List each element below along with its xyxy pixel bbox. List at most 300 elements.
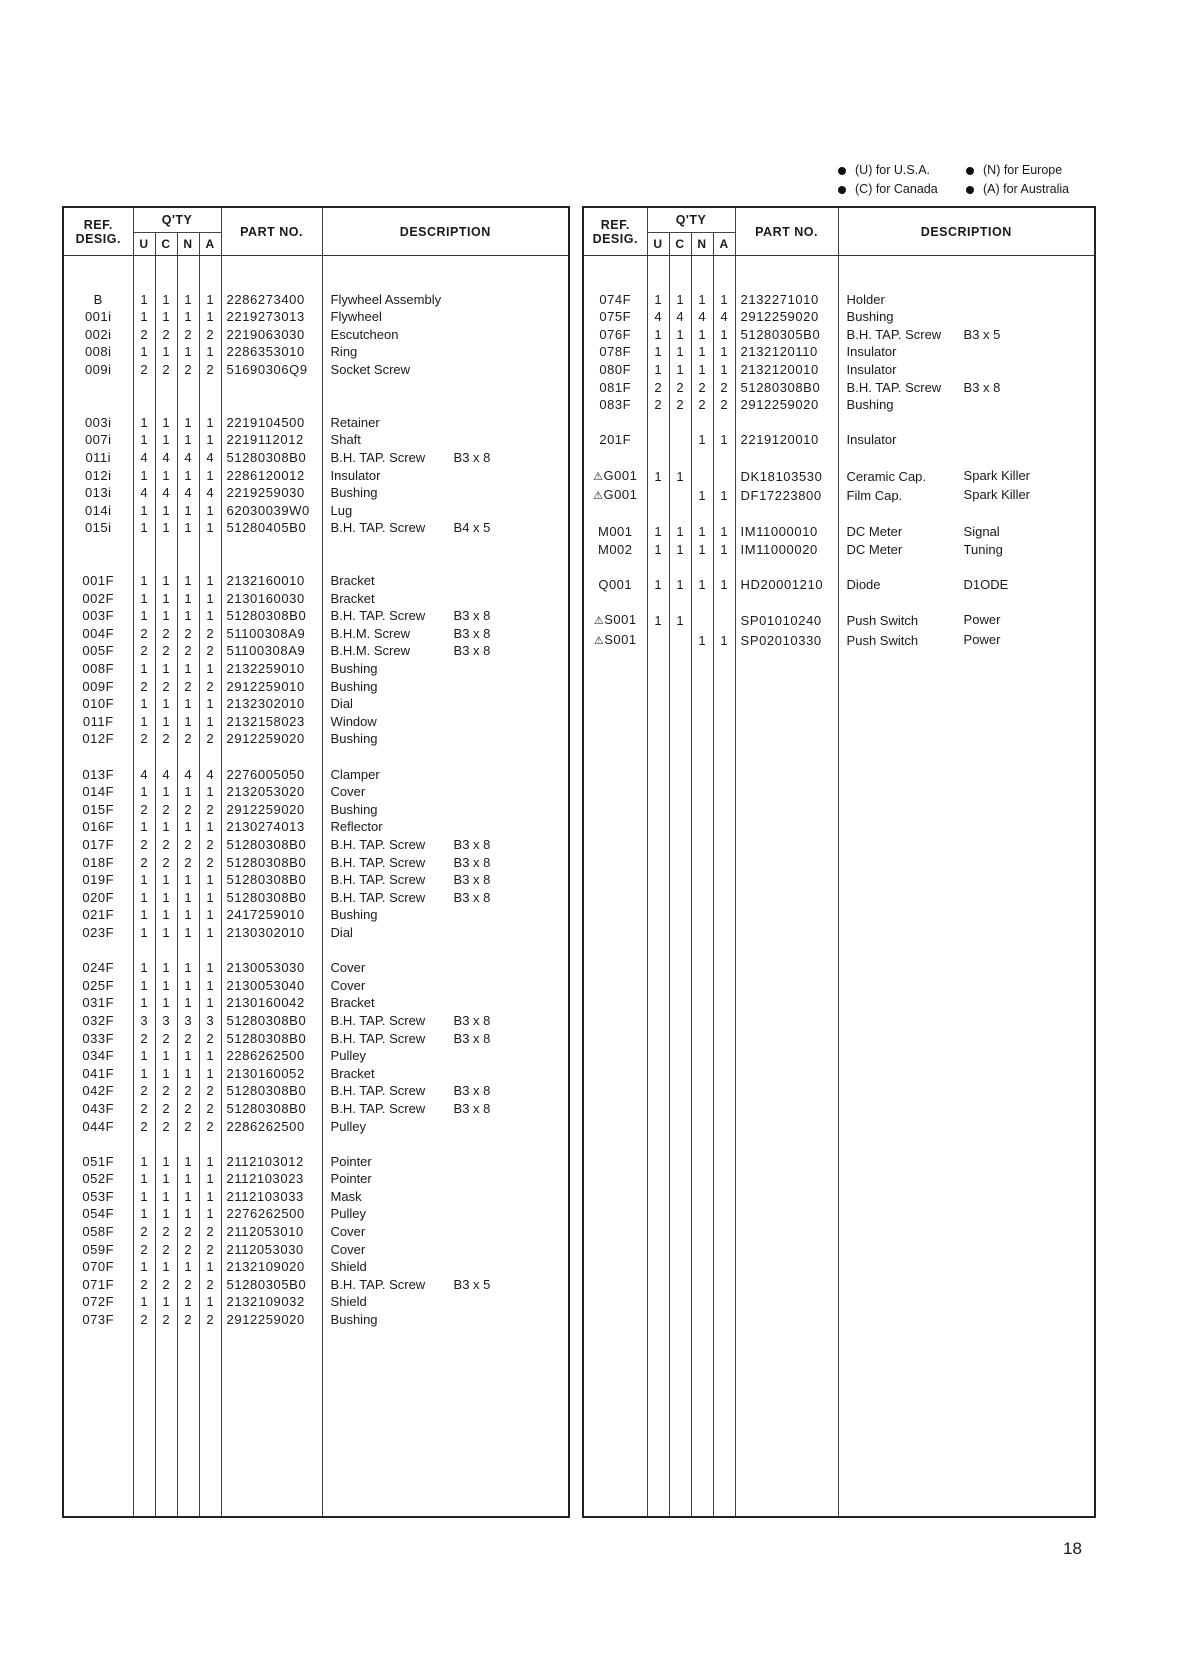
description: Clamper [330,766,380,782]
qty-c: 1 [155,1205,177,1223]
part-no-header: PART NO. [221,207,322,256]
ref-desig: 073F [82,1312,115,1328]
description-cell [838,343,1095,361]
ref-desig: 025F [82,977,115,993]
description-cell [838,523,1095,541]
table-row [63,959,569,977]
description-cell [322,343,569,361]
spacer-row [63,256,569,274]
qty-c: 2 [155,801,177,819]
description: B.H. TAP. Screw [330,1012,426,1028]
table-row [63,572,569,590]
qty-u: 1 [133,1293,155,1311]
table-row [583,523,1095,541]
ref-desig: 002i [84,326,112,342]
spacer-row [583,559,1095,577]
description-cell [322,326,569,344]
description: Bushing [330,661,378,677]
legend-usa-text: (U) for U.S.A. [855,163,931,177]
qty-c: 1 [155,994,177,1012]
empty-cell [583,594,647,612]
part-number: 51100308A9 [221,642,322,660]
empty-cell [322,537,569,555]
description: B.H. TAP. Screw [330,1276,426,1292]
spec-note: B3 x 8 [453,854,491,870]
qty-c: 3 [155,1012,177,1030]
empty-cell [177,396,199,414]
description-cell [322,361,569,379]
description-cell [322,1205,569,1223]
ref-desig-cell [63,642,133,660]
qty-n: 2 [177,730,199,748]
description: Push Switch [846,613,919,629]
part-number: IM11000010 [735,523,838,541]
qty-c: 2 [155,1118,177,1136]
ref-desig-cell [63,730,133,748]
empty-cell [713,506,735,524]
description-cell [322,924,569,942]
part-number: 51280405B0 [221,519,322,537]
ref-desig: 081F [599,379,632,395]
qty-n: 2 [177,1030,199,1048]
description: Bushing [330,485,378,501]
qty-n: 1 [177,291,199,309]
qty-c: 2 [155,1223,177,1241]
description-cell [838,291,1095,309]
description: Pointer [330,1153,372,1169]
qty-a: 2 [199,1276,221,1294]
empty-cell [155,273,177,291]
qty-n: 1 [177,343,199,361]
empty-cell [647,506,669,524]
qty-n: 2 [177,642,199,660]
description: Cover [330,960,366,976]
description-cell [322,291,569,309]
qty-n: 2 [177,361,199,379]
qty-u: 1 [133,1065,155,1083]
part-number: 51280305B0 [221,1276,322,1294]
description-cell [322,959,569,977]
spec-note: B3 x 8 [453,1083,491,1099]
description: Insulator [330,467,381,483]
qty-n: 1 [177,871,199,889]
qty-n: 1 [177,1153,199,1171]
part-number: 51280308B0 [221,1100,322,1118]
table-row [63,1241,569,1259]
table-row [583,326,1095,344]
empty-cell [838,273,1095,291]
ref-desig-cell [63,572,133,590]
part-number: 2912259020 [735,396,838,414]
qty-u: 1 [133,871,155,889]
part-number: 2276262500 [221,1205,322,1223]
ref-desig-cell [63,660,133,678]
ref-desig-cell [63,1012,133,1030]
qty-c: 1 [669,523,691,541]
description: B.H. TAP. Screw [330,872,426,888]
description: B.H. TAP. Screw [330,608,426,624]
ref-desig: 083F [599,397,632,413]
ref-desig-cell [63,1100,133,1118]
part-number: 2912259010 [221,678,322,696]
empty-cell [647,414,669,432]
qty-n: 1 [177,590,199,608]
description-cell [322,467,569,485]
qty-a: 4 [713,308,735,326]
part-number: 2132120110 [735,343,838,361]
parts-table-left-body [63,256,569,1518]
qty-u: 4 [133,766,155,784]
qty-u: 2 [133,642,155,660]
ref-desig-cell [63,1065,133,1083]
description-cell [322,1153,569,1171]
qty-a: 2 [199,1311,221,1329]
empty-cell [133,256,155,274]
empty-cell [133,1329,155,1517]
qty-c: 1 [155,343,177,361]
empty-cell [713,449,735,467]
ref-desig: 054F [82,1206,115,1222]
empty-cell [647,594,669,612]
table-row [63,801,569,819]
description: Cover [330,977,366,993]
qty-n: 2 [177,801,199,819]
qty-n: 2 [177,1311,199,1329]
qty-c: 1 [669,541,691,559]
qty-n: 1 [691,576,713,594]
ref-desig-cell [583,631,647,651]
ref-desig-cell [63,1311,133,1329]
qty-a: 1 [199,607,221,625]
qty-c: 1 [155,308,177,326]
description-cell [838,326,1095,344]
empty-cell [322,273,569,291]
description-cell [322,783,569,801]
part-number: 2219112012 [221,431,322,449]
qty-n: 2 [177,854,199,872]
qty-u: 2 [133,1276,155,1294]
description-cell [322,889,569,907]
qty-a: 1 [199,924,221,942]
description: Shield [330,1259,367,1275]
qty-c: 1 [155,1153,177,1171]
ref-desig: 012F [82,731,115,747]
qty-u: 1 [133,959,155,977]
part-no-header: PART NO. [735,207,838,256]
part-number: 2286262500 [221,1047,322,1065]
qty-u: 1 [133,783,155,801]
ref-desig: 023F [82,924,115,940]
qty-c-header: C [155,233,177,256]
description-cell [322,502,569,520]
empty-cell [735,256,838,274]
part-number: 2219120010 [735,431,838,449]
part-number: 51280308B0 [221,1012,322,1030]
description: Bracket [330,590,375,606]
legend-canada-text: (C) for Canada [855,182,938,196]
qty-u: 1 [133,818,155,836]
ref-desig: 011i [85,449,112,465]
description-cell [322,431,569,449]
ref-desig-cell [583,343,647,361]
empty-cell [199,256,221,274]
ref-desig: 080F [599,361,632,377]
ref-desig-cell [583,431,647,449]
description-cell [322,660,569,678]
empty-cell [133,1135,155,1153]
qty-a: 3 [199,1012,221,1030]
qty-a: 2 [199,625,221,643]
qty-c: 1 [155,414,177,432]
qty-a: 1 [199,1188,221,1206]
qty-n: 1 [691,523,713,541]
ref-desig: 004F [82,625,115,641]
ref-desig-cell [63,1276,133,1294]
empty-cell [322,1329,569,1517]
spec-note: B3 x 8 [453,625,491,641]
description: DC Meter [846,541,903,557]
part-number: 51280308B0 [221,1030,322,1048]
qty-a: 2 [199,678,221,696]
qty-c: 1 [155,959,177,977]
empty-cell [735,506,838,524]
qty-a: 2 [199,1082,221,1100]
empty-cell [199,1329,221,1517]
qty-u: 3 [133,1012,155,1030]
spec-note: B3 x 8 [453,1030,491,1046]
empty-cell [155,396,177,414]
part-number: 2912259020 [735,308,838,326]
parts-table-right-body [583,256,1095,1518]
ref-desig-cell [63,1205,133,1223]
empty-cell [155,1135,177,1153]
description: Shield [330,1294,367,1310]
description: B.H. TAP. Screw [846,379,942,395]
empty-cell [63,748,133,766]
part-number: 2112053030 [221,1241,322,1259]
qty-u [647,631,669,651]
ref-desig-cell [63,854,133,872]
spacer-row [63,379,569,397]
description: Ceramic Cap. [846,468,927,484]
ref-desig-cell [63,1293,133,1311]
description: B.H. TAP. Screw [330,449,426,465]
part-number: 2130053040 [221,977,322,995]
qty-u: 1 [133,431,155,449]
table-row [63,291,569,309]
part-number: SP01010240 [735,611,838,631]
description-cell [838,611,1095,631]
qty-n: 1 [177,959,199,977]
ref-desig: 015i [84,520,112,536]
empty-cell [838,256,1095,274]
description: Cover [330,1241,366,1257]
empty-cell [713,273,735,291]
table-row [63,1012,569,1030]
spec-note: B3 x 8 [453,608,491,624]
part-number: 2130160030 [221,590,322,608]
qty-n: 1 [177,906,199,924]
ref-desig-cell [63,678,133,696]
qty-n [691,467,713,487]
description: B.H. TAP. Screw [330,854,426,870]
empty-cell [838,559,1095,577]
ref-desig: 043F [82,1100,115,1116]
qty-n: 1 [177,502,199,520]
description: Push Switch [846,632,919,648]
table-row [63,1276,569,1294]
qty-u: 1 [647,523,669,541]
qty-a: 1 [199,889,221,907]
qty-n: 2 [177,625,199,643]
qty-a: 4 [199,484,221,502]
qty-c: 2 [155,1311,177,1329]
qty-c: 1 [155,590,177,608]
empty-cell [669,594,691,612]
qty-a: 2 [199,1030,221,1048]
qty-u: 1 [133,414,155,432]
description: B.H. TAP. Screw [330,837,426,852]
qty-u: 1 [647,541,669,559]
qty-n: 1 [177,414,199,432]
description: Socket Screw [330,361,411,377]
qty-a: 1 [713,361,735,379]
part-number: 2112103033 [221,1188,322,1206]
ref-desig-cell [63,836,133,854]
empty-cell [713,559,735,577]
ref-desig-cell [583,576,647,594]
qty-header: Q'TY [133,207,221,233]
description: Pulley [330,1118,366,1134]
empty-cell [647,273,669,291]
qty-c: 2 [155,642,177,660]
empty-cell [133,555,155,573]
ref-desig-cell [583,308,647,326]
ref-desig: 017F [82,837,115,852]
empty-cell [691,650,713,1517]
description: Window [330,713,377,729]
qty-n: 4 [177,449,199,467]
ref-desig-cell [63,1047,133,1065]
qty-header: Q'TY [647,207,735,233]
spec-note: B4 x 5 [453,520,491,536]
empty-cell [669,256,691,274]
description-cell [322,607,569,625]
spec-note: Spark Killer [963,467,1031,483]
empty-cell [199,1135,221,1153]
table-row [63,1170,569,1188]
qty-u: 1 [133,1153,155,1171]
empty-cell [735,449,838,467]
qty-a: 2 [199,1223,221,1241]
description-cell [322,1311,569,1329]
ref-desig-cell [63,924,133,942]
empty-cell [735,559,838,577]
empty-cell [155,748,177,766]
qty-u: 1 [133,695,155,713]
qty-u: 2 [133,1223,155,1241]
part-number: 2132053020 [221,783,322,801]
empty-cell [221,555,322,573]
empty-cell [691,414,713,432]
table-row [63,1258,569,1276]
qty-u: 2 [133,1118,155,1136]
table-row [63,678,569,696]
ref-desig-cell [63,977,133,995]
qty-a: 1 [199,713,221,731]
qty-u: 1 [647,611,669,631]
qty-n: 1 [177,1188,199,1206]
qty-a: 2 [199,361,221,379]
empty-cell [177,379,199,397]
part-number: 2132120010 [735,361,838,379]
part-number: 51280308B0 [221,607,322,625]
qty-u: 1 [133,308,155,326]
part-number: 2219259030 [221,484,322,502]
qty-u [647,486,669,506]
ref-desig: 018F [82,854,115,870]
description: Mask [330,1188,362,1204]
table-row [583,343,1095,361]
empty-cell [133,379,155,397]
qty-n: 2 [177,1082,199,1100]
qty-u: 2 [647,396,669,414]
qty-n: 1 [177,713,199,731]
table-row [63,1205,569,1223]
description-cell [322,994,569,1012]
spacer-row [63,396,569,414]
part-number: 2132259010 [221,660,322,678]
empty-cell [322,1135,569,1153]
description-cell [322,1118,569,1136]
table-row [63,713,569,731]
spacer-row [583,273,1095,291]
empty-cell [583,256,647,274]
qty-a: 2 [199,854,221,872]
qty-a: 2 [199,326,221,344]
qty-u [647,431,669,449]
qty-u: 1 [647,467,669,487]
table-row [63,1223,569,1241]
qty-n: 1 [177,519,199,537]
qty-a: 2 [199,801,221,819]
description-cell [322,590,569,608]
qty-a: 1 [199,1293,221,1311]
qty-a: 1 [199,977,221,995]
spec-note: B3 x 5 [963,326,1001,342]
qty-n: 1 [691,541,713,559]
empty-cell [155,555,177,573]
qty-c: 1 [155,572,177,590]
market-legend [838,161,1069,199]
spacer-row [63,537,569,555]
qty-n: 1 [177,572,199,590]
description: Bushing [846,309,894,325]
qty-u: 1 [133,906,155,924]
qty-a: 1 [199,818,221,836]
ref-desig: 012i [84,467,112,483]
qty-u: 2 [133,1241,155,1259]
part-number: 2112053010 [221,1223,322,1241]
description-cell [322,625,569,643]
spec-note: B3 x 8 [453,1100,491,1116]
qty-a: 2 [199,1118,221,1136]
table-row [63,414,569,432]
empty-cell [155,379,177,397]
description-cell [322,572,569,590]
spacer-row [583,449,1095,467]
qty-n: 2 [177,836,199,854]
